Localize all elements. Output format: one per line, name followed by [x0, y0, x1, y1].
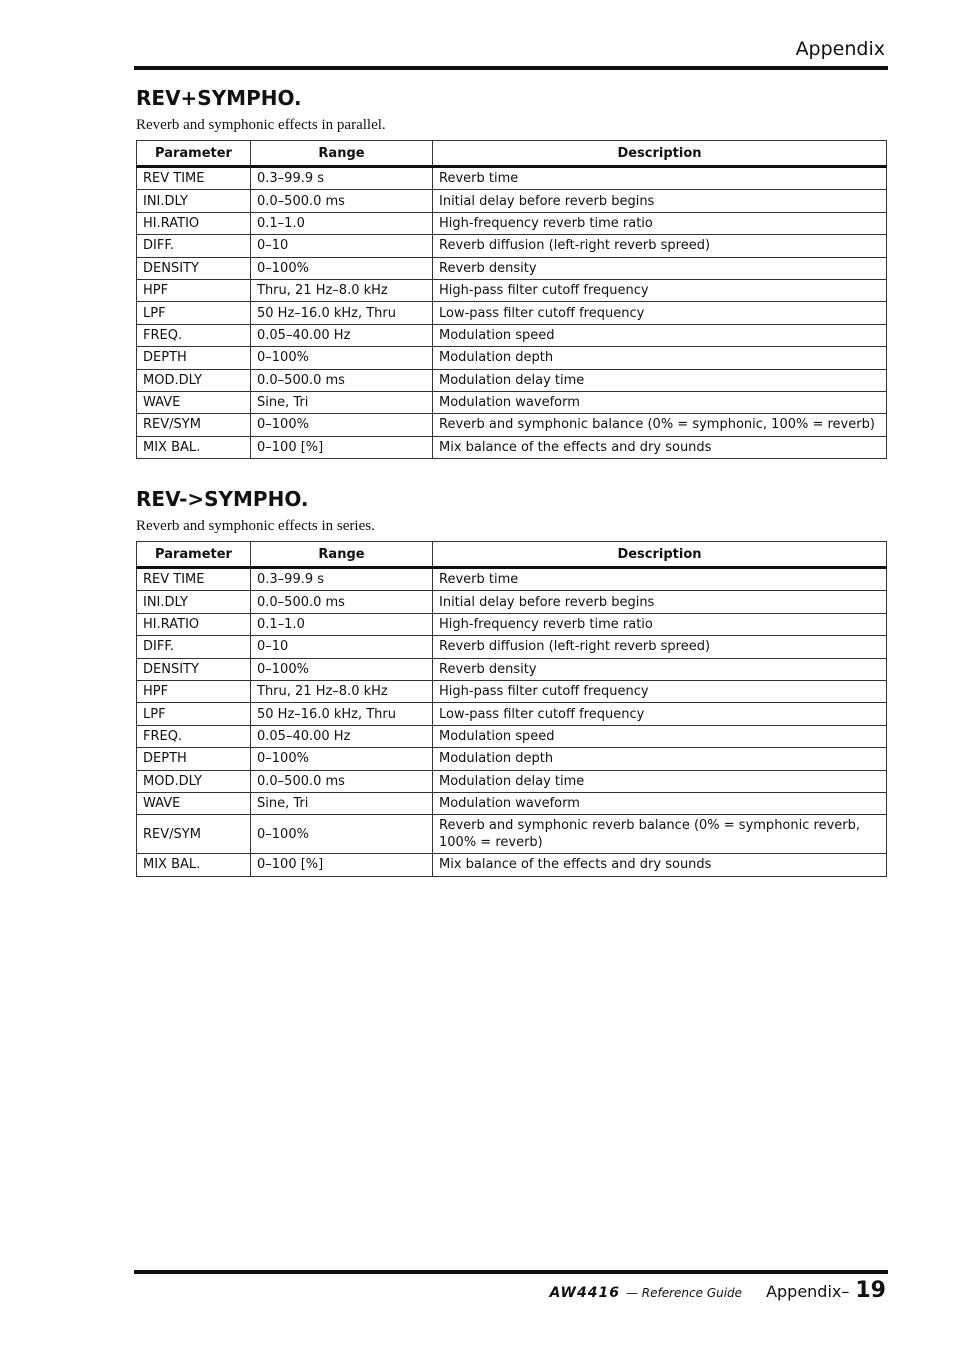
cell-range: 0.0–500.0 ms [251, 591, 433, 613]
cell-parameter: DIFF. [137, 235, 251, 257]
cell-description: Modulation speed [433, 725, 887, 747]
cell-range: Sine, Tri [251, 391, 433, 413]
cell-description: Mix balance of the effects and dry sounds [433, 854, 887, 876]
cell-parameter: WAVE [137, 391, 251, 413]
cell-parameter: MOD.DLY [137, 369, 251, 391]
cell-range: 0–100 [%] [251, 436, 433, 458]
page-label: Appendix– [766, 1282, 850, 1301]
cell-parameter: MIX BAL. [137, 854, 251, 876]
parameter-table [136, 140, 887, 459]
product-logo: AW4416 [549, 1285, 620, 1301]
cell-description: Reverb and symphonic reverb balance (0% = symphonic reverb, 100% = reverb) [433, 815, 887, 854]
table-row [137, 414, 887, 436]
cell-description: Reverb diffusion (left-right reverb spreed) [433, 235, 887, 257]
cell-range: 0–100% [251, 257, 433, 279]
cell-description: Mix balance of the effects and dry sounds [433, 436, 887, 458]
cell-range: 0–100% [251, 815, 433, 854]
table-header-row [137, 542, 887, 568]
table-row [137, 436, 887, 458]
cell-description: Modulation delay time [433, 770, 887, 792]
table-row [137, 568, 887, 591]
cell-description: High-pass filter cutoff frequency [433, 279, 887, 301]
cell-range: 0–10 [251, 235, 433, 257]
table-row [137, 725, 887, 747]
cell-parameter: FREQ. [137, 725, 251, 747]
table-body [137, 568, 887, 877]
section-subtitle: Reverb and symphonic effects in series. [136, 518, 375, 534]
cell-range: 0.3–99.9 s [251, 167, 433, 190]
cell-parameter: HPF [137, 279, 251, 301]
cell-parameter: DEPTH [137, 347, 251, 369]
cell-range: 0–100% [251, 658, 433, 680]
cell-description: Modulation depth [433, 347, 887, 369]
table-row [137, 391, 887, 413]
cell-description: Reverb time [433, 568, 887, 591]
column-header-range: Range [251, 542, 433, 568]
table-row [137, 636, 887, 658]
cell-description: Low-pass filter cutoff frequency [433, 703, 887, 725]
cell-description: Initial delay before reverb begins [433, 591, 887, 613]
cell-parameter: REV/SYM [137, 414, 251, 436]
cell-range: 0–100% [251, 414, 433, 436]
cell-range: 0.3–99.9 s [251, 568, 433, 591]
cell-range: 50 Hz–16.0 kHz, Thru [251, 302, 433, 324]
cell-description: Low-pass filter cutoff frequency [433, 302, 887, 324]
table-header-row [137, 141, 887, 167]
section-subtitle: Reverb and symphonic effects in parallel. [136, 117, 386, 133]
table-row [137, 680, 887, 702]
table-row [137, 279, 887, 301]
cell-description: Initial delay before reverb begins [433, 190, 887, 212]
column-header-description: Description [433, 542, 887, 568]
page-number: 19 [855, 1278, 886, 1303]
cell-description: Modulation delay time [433, 369, 887, 391]
section-title: REV+SYMPHO. [136, 86, 302, 110]
cell-parameter: HI.RATIO [137, 613, 251, 635]
table-body [137, 167, 887, 459]
cell-description: Reverb diffusion (left-right reverb spreed) [433, 636, 887, 658]
cell-range: 0.0–500.0 ms [251, 369, 433, 391]
cell-parameter: LPF [137, 302, 251, 324]
page-footer [549, 1278, 886, 1308]
cell-parameter: INI.DLY [137, 591, 251, 613]
section-rev-plus-sympho [136, 83, 886, 459]
cell-parameter: REV TIME [137, 568, 251, 591]
section-title: REV->SYMPHO. [136, 487, 309, 511]
cell-range: 0.0–500.0 ms [251, 770, 433, 792]
column-header-parameter: Parameter [137, 141, 251, 167]
table-row [137, 212, 887, 234]
cell-description: Modulation depth [433, 748, 887, 770]
column-header-range: Range [251, 141, 433, 167]
table-row [137, 703, 887, 725]
cell-range: 0.05–40.00 Hz [251, 725, 433, 747]
cell-range: 0.05–40.00 Hz [251, 324, 433, 346]
cell-range: 0.1–1.0 [251, 212, 433, 234]
table-row [137, 302, 887, 324]
cell-range: 0–100% [251, 347, 433, 369]
cell-parameter: LPF [137, 703, 251, 725]
table-row [137, 235, 887, 257]
cell-range: 0–100% [251, 748, 433, 770]
table-row [137, 190, 887, 212]
cell-parameter: REV/SYM [137, 815, 251, 854]
cell-range: 0.1–1.0 [251, 613, 433, 635]
page-header-title: Appendix [795, 38, 885, 60]
cell-description: Reverb density [433, 658, 887, 680]
cell-range: 50 Hz–16.0 kHz, Thru [251, 703, 433, 725]
header-rule [134, 66, 888, 70]
footer-rule [134, 1270, 888, 1274]
cell-description: Reverb density [433, 257, 887, 279]
cell-description: High-frequency reverb time ratio [433, 212, 887, 234]
cell-range: 0–100 [%] [251, 854, 433, 876]
table-row [137, 369, 887, 391]
table-row [137, 815, 887, 854]
table-row [137, 854, 887, 876]
cell-range: Thru, 21 Hz–8.0 kHz [251, 279, 433, 301]
cell-parameter: DENSITY [137, 658, 251, 680]
cell-range: Thru, 21 Hz–8.0 kHz [251, 680, 433, 702]
table-row [137, 257, 887, 279]
table-row [137, 591, 887, 613]
cell-description: High-pass filter cutoff frequency [433, 680, 887, 702]
cell-parameter: REV TIME [137, 167, 251, 190]
cell-description: Modulation waveform [433, 391, 887, 413]
cell-range: Sine, Tri [251, 792, 433, 814]
table-row [137, 748, 887, 770]
cell-description: High-frequency reverb time ratio [433, 613, 887, 635]
table-row [137, 324, 887, 346]
cell-description: Reverb and symphonic balance (0% = symphonic, 100% = reverb) [433, 414, 887, 436]
table-row [137, 167, 887, 190]
cell-parameter: DIFF. [137, 636, 251, 658]
table-row [137, 613, 887, 635]
table-row [137, 792, 887, 814]
cell-parameter: HPF [137, 680, 251, 702]
cell-range: 0.0–500.0 ms [251, 190, 433, 212]
cell-parameter: INI.DLY [137, 190, 251, 212]
cell-parameter: MOD.DLY [137, 770, 251, 792]
cell-parameter: DENSITY [137, 257, 251, 279]
table-row [137, 347, 887, 369]
cell-parameter: MIX BAL. [137, 436, 251, 458]
cell-description: Modulation speed [433, 324, 887, 346]
section-rev-to-sympho [136, 484, 886, 877]
cell-description: Reverb time [433, 167, 887, 190]
cell-range: 0–10 [251, 636, 433, 658]
cell-parameter: DEPTH [137, 748, 251, 770]
cell-parameter: HI.RATIO [137, 212, 251, 234]
table-row [137, 770, 887, 792]
cell-parameter: FREQ. [137, 324, 251, 346]
cell-description: Modulation waveform [433, 792, 887, 814]
column-header-description: Description [433, 141, 887, 167]
guide-label: — Reference Guide [625, 1286, 743, 1300]
table-row [137, 658, 887, 680]
parameter-table [136, 541, 887, 877]
column-header-parameter: Parameter [137, 542, 251, 568]
cell-parameter: WAVE [137, 792, 251, 814]
